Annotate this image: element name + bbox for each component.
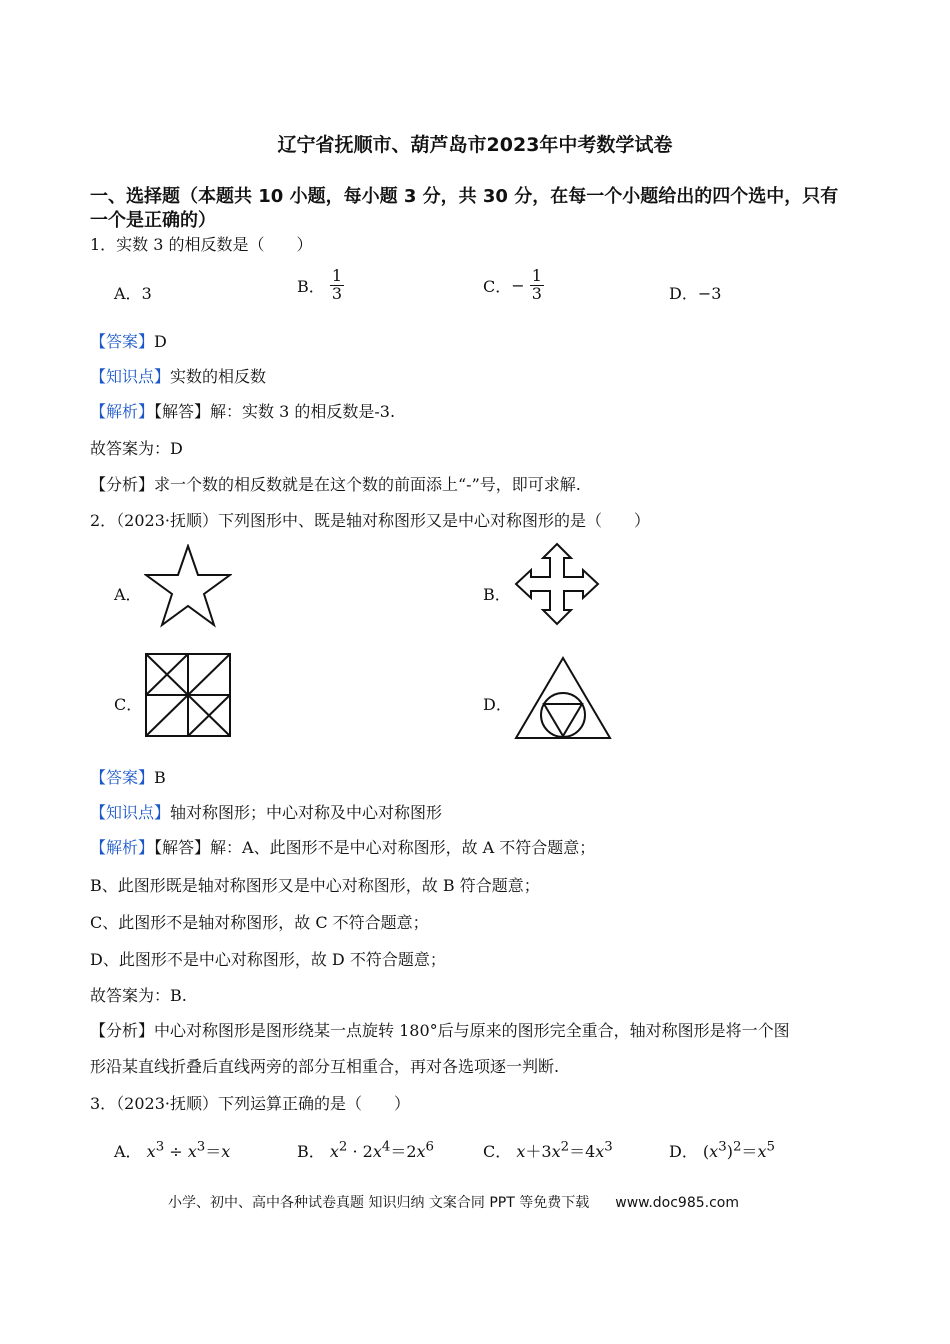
q1-knowledge: 【知识点】实数的相反数 bbox=[90, 367, 267, 386]
q1-option-d: D．−3 bbox=[669, 284, 722, 303]
q1-conclusion: 故答案为：D bbox=[90, 439, 183, 458]
page-title: 辽宁省抚顺市、葫芦岛市2023年中考数学试卷 bbox=[277, 134, 673, 156]
q3-option-c: C． $x+3x^2=4x^3$ bbox=[483, 1139, 613, 1161]
q3-option-d: D． $(x^3)^2=x^5$ bbox=[669, 1139, 775, 1161]
fraction: $\frac{1}{3}$ bbox=[531, 266, 542, 303]
q2-reason-line1: 【分析】中心对称图形是图形绕某一点旋转 180°后与原来的图形完全重合，轴对称图形是将一个图 bbox=[90, 1021, 790, 1040]
q2-option-d-explanation: D、此图形不是中心对称图形，故 D 不符合题意； bbox=[90, 950, 446, 969]
q3-option-b: B． $x^2 \cdot 2x^4=2x^6$ bbox=[297, 1139, 435, 1161]
q1-reason: 【分析】求一个数的相反数就是在这个数的前面添上“-”号，即可求解. bbox=[90, 475, 581, 494]
triangle-circle-figure bbox=[514, 656, 612, 740]
q1-answer: 【答案】D bbox=[90, 332, 167, 351]
q3-option-a: A． $x^3 \div x^3=x$ bbox=[114, 1139, 231, 1161]
footer bbox=[168, 1192, 739, 1212]
q2-option-b-label: B． bbox=[483, 585, 511, 604]
cross-arrow-figure bbox=[514, 542, 600, 626]
q2-option-b-explanation: B、此图形既是轴对称图形又是中心对称图形，故 B 符合题意； bbox=[90, 876, 540, 895]
q2-knowledge: 【知识点】轴对称图形；中心对称及中心对称图形 bbox=[90, 803, 443, 822]
q2-option-a-label: A． bbox=[114, 585, 142, 604]
q2-option-c-explanation: C、此图形不是轴对称图形，故 C 不符合题意； bbox=[90, 913, 429, 932]
q2-analysis: 【解析】【解答】解：A、此图形不是中心对称图形，故 A 不符合题意； bbox=[90, 838, 596, 857]
section-heading-cont: 一个是正确的） bbox=[90, 210, 216, 231]
q2-option-c-label: C． bbox=[114, 695, 143, 714]
footer-text: 小学、初中、高中各种试卷真题 知识归纳 文案合同 PPT 等免费下载 bbox=[168, 1195, 590, 1211]
q1-option-a: A．3 bbox=[114, 284, 152, 303]
star-figure bbox=[144, 544, 232, 628]
q2-answer: 【答案】B bbox=[90, 768, 166, 787]
q1-analysis: 【解析】【解答】解：实数 3 的相反数是-3. bbox=[90, 402, 396, 421]
q1-option-b: B． $\frac{1}{3}$ bbox=[297, 266, 343, 303]
section-heading: 一、选择题（本题共 10 小题，每小题 3 分，共 30 分，在每一个小题给出的四个选中，只有 bbox=[90, 186, 839, 207]
fraction: $\frac{1}{3}$ bbox=[331, 266, 343, 303]
footer-url[interactable]: www.doc985.com bbox=[615, 1195, 739, 1211]
q2-reason-line2: 形沿某直线折叠后直线两旁的部分互相重合，再对各选项逐一判断. bbox=[90, 1057, 560, 1076]
q1-option-c: C．− $\frac{1}{3}$ bbox=[483, 266, 542, 303]
q3-stem: 3．（2023·抚顺）下列运算正确的是（ ） bbox=[90, 1094, 410, 1113]
q2-conclusion: 故答案为：B. bbox=[90, 986, 187, 1005]
q2-option-d-label: D． bbox=[483, 695, 512, 714]
q2-stem: 2．（2023·抚顺）下列图形中、既是轴对称图形又是中心对称图形的是（ ） bbox=[90, 511, 650, 530]
q1-stem: 1．实数 3 的相反数是（ ） bbox=[90, 235, 313, 254]
triangle-grid-figure bbox=[144, 652, 232, 738]
